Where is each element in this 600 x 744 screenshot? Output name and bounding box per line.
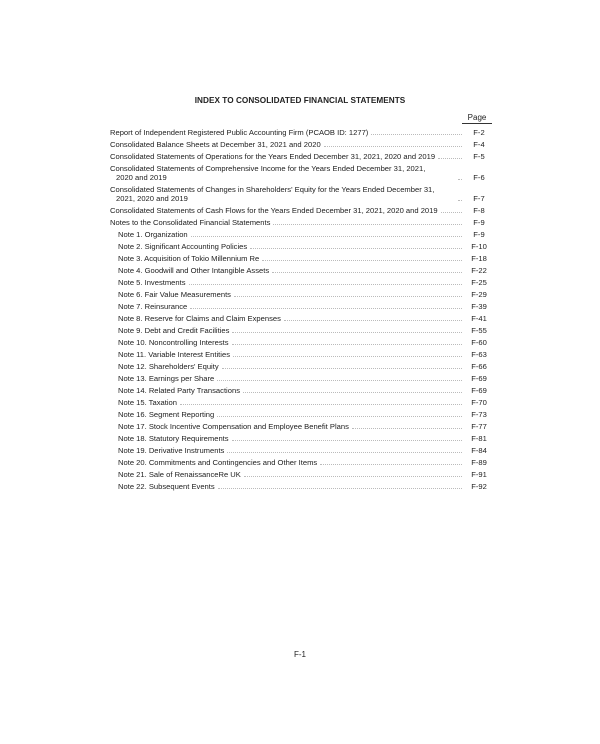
dot-leader (222, 368, 462, 369)
toc-note-entry[interactable] (110, 323, 492, 335)
toc-entry-text: Note 21. Sale of RenaissanceRe UK (118, 470, 241, 479)
toc-entry-text: Note 14. Related Party Transactions (118, 386, 240, 395)
toc-entry-page: F-70 (471, 398, 487, 407)
toc-note-entry[interactable] (110, 263, 492, 275)
toc-note-entry[interactable] (110, 455, 492, 467)
toc-note-entry[interactable] (110, 479, 492, 491)
page-title: INDEX TO CONSOLIDATED FINANCIAL STATEMENTS (194, 96, 406, 105)
toc-entry-text: Note 18. Statutory Requirements (118, 434, 229, 443)
toc-entry[interactable] (110, 161, 492, 182)
toc-note-entry[interactable] (110, 431, 492, 443)
toc-entry-text-line2: 2020 and 2019 (116, 173, 167, 182)
toc-note-entry[interactable] (110, 299, 492, 311)
toc-entry-text: Report of Independent Registered Public Accounting Firm (PCAOB ID: 1277) (110, 128, 369, 137)
toc-entry-text (110, 164, 455, 182)
dot-leader (244, 476, 462, 477)
toc-entry-text: Note 17. Stock Incentive Compensation and Employee Benefit Plans (118, 422, 349, 431)
toc-entry-page: F-69 (471, 374, 487, 383)
toc-entry-page: F-9 (473, 230, 485, 239)
dot-leader (218, 488, 462, 489)
toc-entry-text: Note 20. Commitments and Contingencies and Other Items (118, 458, 318, 467)
toc-entry-page: F-63 (471, 350, 487, 359)
toc-entry-page: F-4 (473, 140, 485, 149)
dot-leader (191, 236, 462, 237)
toc-entry-page: F-25 (471, 278, 487, 287)
notes-list (110, 227, 492, 491)
toc-note-entry[interactable] (110, 407, 492, 419)
toc-entry-page: F-5 (473, 152, 485, 161)
dot-leader (227, 452, 462, 453)
dot-leader (262, 260, 462, 261)
toc-entry-page: F-2 (473, 128, 485, 137)
toc-note-entry[interactable] (110, 335, 492, 347)
toc-entry-page: F-10 (471, 242, 487, 251)
toc-entry-text: Consolidated Statements of Cash Flows for the Years Ended December 31, 2021, 2020 and 2019 (110, 206, 438, 215)
dot-leader (458, 179, 462, 180)
toc-entry-page: F-73 (471, 410, 487, 419)
toc-entry-page: F-81 (471, 434, 487, 443)
dot-leader (190, 308, 462, 309)
toc-entry-page: F-8 (473, 206, 485, 215)
toc-entry-text: Note 2. Significant Accounting Policies (118, 242, 248, 251)
toc-entry[interactable] (110, 203, 492, 215)
toc-note-entry[interactable] (110, 275, 492, 287)
toc-note-entry[interactable] (110, 239, 492, 251)
toc-entry-page: F-69 (471, 386, 487, 395)
toc-note-entry[interactable] (110, 347, 492, 359)
toc-entry-text: Note 13. Earnings per Share (118, 374, 215, 383)
toc-entry-text: Note 12. Shareholders' Equity (118, 362, 219, 371)
toc-entry-text: Notes to the Consolidated Financial Statements (110, 218, 271, 227)
toc-entry-text: Note 10. Noncontrolling Interests (118, 338, 229, 347)
dot-leader (250, 248, 462, 249)
page-column-header: Page (462, 113, 492, 124)
dot-leader (217, 416, 462, 417)
toc-entry-page: F-60 (471, 338, 487, 347)
table-of-contents (110, 125, 492, 491)
toc-entry[interactable] (110, 182, 492, 203)
toc-entry-text: Note 3. Acquisition of Tokio Millennium Re (118, 254, 260, 263)
toc-entry-text: Note 8. Reserve for Claims and Claim Expenses (118, 314, 281, 323)
toc-entry[interactable] (110, 149, 492, 161)
toc-entry-page: F-84 (471, 446, 487, 455)
toc-note-entry[interactable] (110, 419, 492, 431)
toc-entry-text-line1: Consolidated Statements of Changes in Shareholders' Equity for the Years Ended December 31, (110, 185, 435, 194)
dot-leader (180, 404, 462, 405)
toc-entry-page: F-29 (471, 290, 487, 299)
toc-entry-text-line1: Consolidated Statements of Comprehensive Income for the Years Ended December 31, 2021, (110, 164, 426, 173)
dot-leader (234, 296, 462, 297)
toc-entry-text: Note 4. Goodwill and Other Intangible Assets (118, 266, 270, 275)
page-number-footer: F-1 (294, 650, 306, 659)
toc-entry-text: Note 11. Variable Interest Entities (118, 350, 230, 359)
toc-entry-page: F-77 (471, 422, 487, 431)
dot-leader (441, 212, 462, 213)
toc-entry-text: Note 7. Reinsurance (118, 302, 188, 311)
dot-leader (438, 158, 462, 159)
dot-leader (233, 356, 462, 357)
toc-entry-text: Note 15. Taxation (118, 398, 177, 407)
dot-leader (272, 272, 462, 273)
toc-entry-page: F-9 (473, 218, 485, 227)
toc-entry-text-line2: 2021, 2020 and 2019 (116, 194, 188, 203)
dot-leader (352, 428, 462, 429)
toc-entry-page: F-91 (471, 470, 487, 479)
dot-leader (232, 440, 462, 441)
dot-leader (243, 392, 462, 393)
toc-entry-text: Note 1. Organization (118, 230, 188, 239)
dot-leader (217, 380, 462, 381)
toc-entry-text: Consolidated Balance Sheets at December 31, 2021 and 2020 (110, 140, 321, 149)
toc-note-entry[interactable] (110, 371, 492, 383)
toc-entry-page: F-7 (473, 194, 485, 203)
dot-leader (371, 134, 462, 135)
toc-entry-page: F-92 (471, 482, 487, 491)
toc-entry-text: Note 9. Debt and Credit Facilities (118, 326, 230, 335)
dot-leader (458, 200, 462, 201)
toc-entry[interactable] (110, 125, 492, 137)
toc-entry-page: F-55 (471, 326, 487, 335)
toc-entry-text: Note 16. Segment Reporting (118, 410, 215, 419)
dot-leader (232, 344, 462, 345)
toc-note-entry[interactable] (110, 467, 492, 479)
toc-entry[interactable] (110, 137, 492, 149)
toc-note-entry[interactable] (110, 383, 492, 395)
toc-note-entry[interactable] (110, 443, 492, 455)
toc-note-entry[interactable] (110, 251, 492, 263)
toc-entry[interactable] (110, 215, 492, 227)
toc-note-entry[interactable] (110, 395, 492, 407)
toc-entry-page: F-41 (471, 314, 487, 323)
toc-entry-text: Note 19. Derivative Instruments (118, 446, 225, 455)
toc-entry-page: F-6 (473, 173, 485, 182)
toc-entry-page: F-18 (471, 254, 487, 263)
toc-entry-page: F-89 (471, 458, 487, 467)
dot-leader (284, 320, 462, 321)
toc-entry-text: Note 22. Subsequent Events (118, 482, 215, 491)
dot-leader (320, 464, 462, 465)
toc-entry-text: Note 5. Investments (118, 278, 186, 287)
toc-note-entry[interactable] (110, 359, 492, 371)
toc-entry-text (110, 185, 455, 203)
toc-entry-text: Note 6. Fair Value Measurements (118, 290, 231, 299)
dot-leader (273, 224, 462, 225)
toc-entry-page: F-22 (471, 266, 487, 275)
dot-leader (232, 332, 462, 333)
toc-note-entry[interactable] (110, 287, 492, 299)
toc-entry-page: F-66 (471, 362, 487, 371)
dot-leader (324, 146, 462, 147)
toc-entry-page: F-39 (471, 302, 487, 311)
toc-note-entry[interactable] (110, 311, 492, 323)
dot-leader (189, 284, 462, 285)
toc-note-entry[interactable] (110, 227, 492, 239)
toc-entry-text: Consolidated Statements of Operations for the Years Ended December 31, 2021, 2020 and 2019 (110, 152, 436, 161)
